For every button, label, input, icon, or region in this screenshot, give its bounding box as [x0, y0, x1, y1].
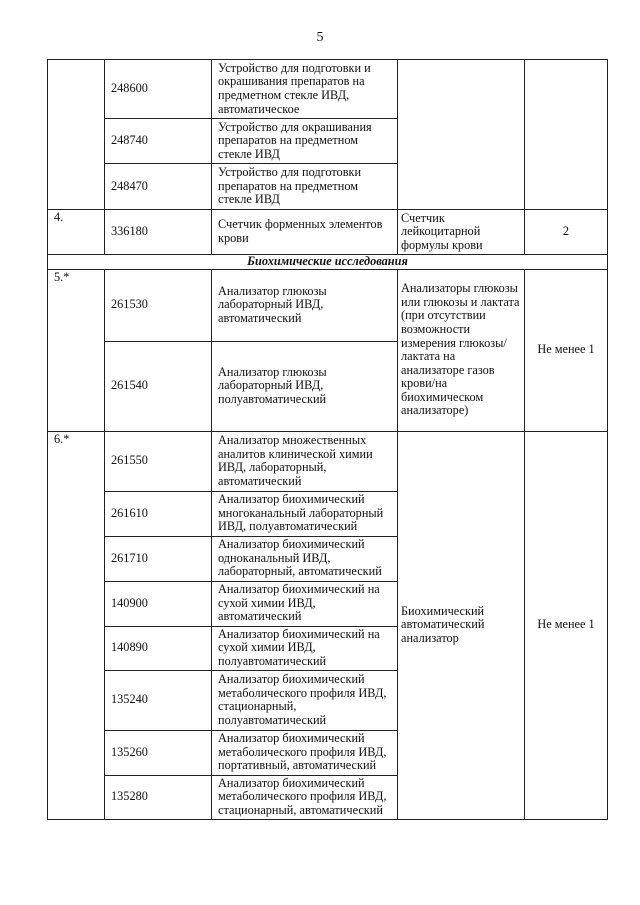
table-row — [48, 60, 608, 119]
row-code: 140900 — [105, 581, 212, 626]
row-name — [398, 60, 525, 210]
row-description: Анализатор множественных аналитов клинической химии ИВД, лабораторный, автоматический — [212, 431, 398, 491]
section-title: Биохимические исследования — [48, 255, 608, 270]
row-code: 261530 — [105, 269, 212, 341]
table-row — [48, 269, 608, 341]
row-code: 135280 — [105, 775, 212, 819]
page-number: 5 — [316, 30, 324, 45]
row-description: Анализатор биохимический на сухой химии ИВД, автоматический — [212, 581, 398, 626]
row-code: 248740 — [105, 119, 212, 164]
row-code: 140890 — [105, 626, 212, 670]
row-description: Анализатор глюкозы лабораторный ИВД, полуавтоматический — [212, 341, 398, 431]
row-code: 336180 — [105, 210, 212, 255]
row-description: Анализатор глюкозы лабораторный ИВД, автоматический — [212, 269, 398, 341]
row-description: Анализатор биохимический одноканальный ИВД, лабораторный, автоматический — [212, 536, 398, 581]
row-description: Устройство для подготовки и окрашивания препаратов на предметном стекле ИВД, автоматическое — [212, 60, 398, 119]
row-description: Счетчик форменных элементов крови — [212, 210, 398, 255]
row-code: 135260 — [105, 730, 212, 775]
row-number: 5.* — [48, 269, 105, 431]
row-description: Анализатор биохимический метаболического профиля ИВД, портативный, автоматический — [212, 730, 398, 775]
row-number: 6.* — [48, 431, 105, 819]
row-description: Анализатор биохимический на сухой химии ИВД, полуавтоматический — [212, 626, 398, 670]
row-description: Устройство для окрашивания препаратов на предметном стекле ИВД — [212, 119, 398, 164]
section-row — [48, 255, 608, 270]
row-code: 248600 — [105, 60, 212, 119]
row-quantity: Не менее 1 — [525, 431, 608, 819]
table-row — [48, 210, 608, 255]
equipment-table — [47, 59, 608, 820]
row-description: Анализатор биохимический метаболического профиля ИВД, стационарный, полуавтоматический — [212, 670, 398, 730]
row-quantity — [525, 60, 608, 210]
row-code: 248470 — [105, 164, 212, 210]
row-description: Устройство для подготовки препаратов на предметном стекле ИВД — [212, 164, 398, 210]
row-code: 261540 — [105, 341, 212, 431]
row-code: 261550 — [105, 431, 212, 491]
row-quantity: 2 — [525, 210, 608, 255]
table-row — [48, 431, 608, 491]
row-code: 261610 — [105, 491, 212, 536]
row-description: Анализатор биохимический многоканальный лабораторный ИВД, полуавтоматический — [212, 491, 398, 536]
row-code: 135240 — [105, 670, 212, 730]
row-quantity: Не менее 1 — [525, 269, 608, 431]
row-name: Счетчик лейкоцитарной формулы крови — [398, 210, 525, 255]
row-description: Анализатор биохимический метаболического профиля ИВД, стационарный, автоматический — [212, 775, 398, 819]
row-name: Анализаторы глюкозы или глюкозы и лактата (при отсутствии возможности измерения глюкозы/лактата на анализаторе газов крови/на биохимическом анализаторе) — [398, 269, 525, 431]
row-code: 261710 — [105, 536, 212, 581]
row-name: Биохимический автоматический анализатор — [398, 431, 525, 819]
row-number: 4. — [48, 210, 105, 255]
row-number — [48, 60, 105, 210]
